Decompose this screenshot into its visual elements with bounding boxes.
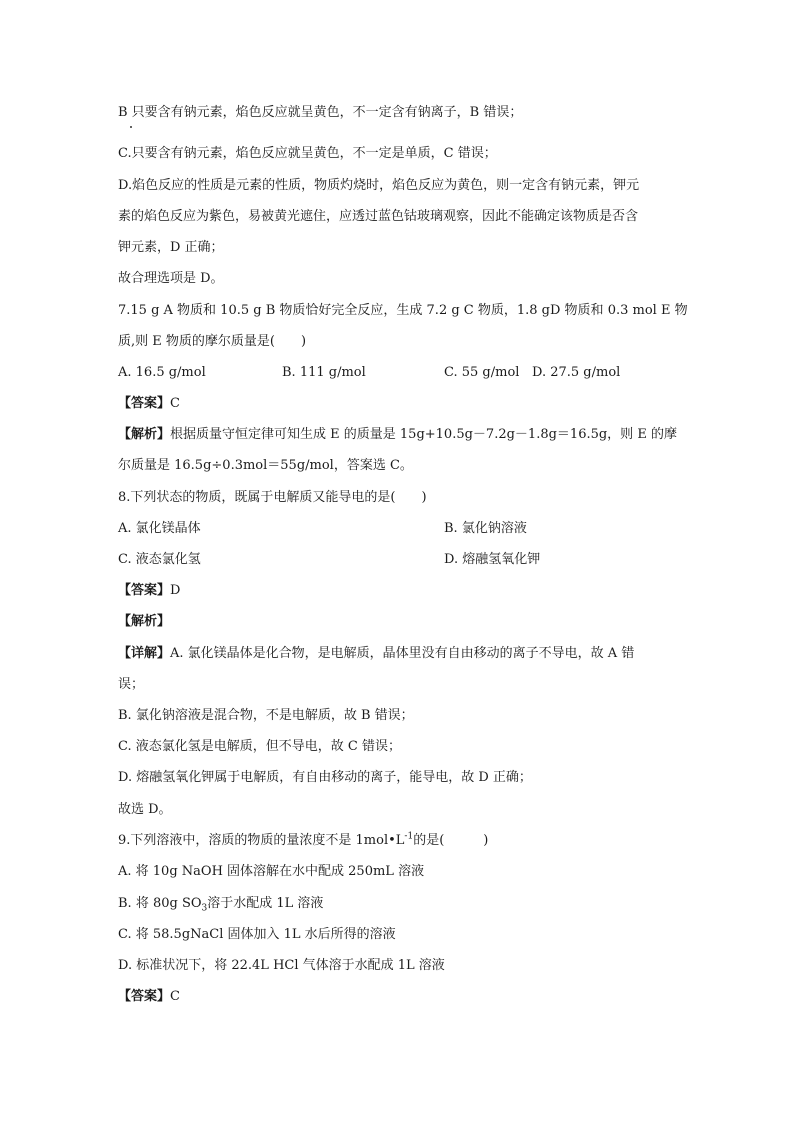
question-8-detail: B. 氯化钠溶液是混合物，不是电解质，故 B 错误；	[118, 708, 414, 723]
detail-tag: 【详解】	[118, 646, 171, 661]
question-7-option-a: A. 16.5 g/mol	[118, 365, 206, 380]
answer-value: C	[170, 989, 180, 1004]
option-text: 溶于水配成 1L 溶液	[207, 896, 324, 911]
question-9-option-d: D. 标准状况下，将 22.4L HCl 气体溶于水配成 1L 溶液	[118, 958, 445, 973]
answer-value: C	[170, 396, 180, 411]
text-line: C.只要含有钠元素，焰色反应就呈黄色，不一定是单质，C 错误；	[118, 146, 497, 161]
question-8-stem: 8.下列状态的物质，既属于电解质又能导电的是( )	[118, 490, 427, 505]
analysis-text: 根据质量守恒定律可知生成 E 的质量是 15g+10.5g－7.2g－1.8g＝16.5g，则 E 的摩	[170, 427, 677, 442]
text-line: D.焰色反应的性质是元素的性质，物质灼烧时，焰色反应为黄色，则一定含有钠元素，钾元	[118, 178, 640, 193]
detail-text: A. 氯化镁晶体是化合物，是电解质，晶体里没有自由移动的离子不导电，故 A 错	[170, 646, 635, 661]
answer-value: D	[170, 583, 181, 598]
question-7-stem: 7.15 g A 物质和 10.5 g B 物质恰好完全反应，生成 7.2 g C 物质，1.8 gD 物质和 0.3 mol E 物	[118, 303, 688, 318]
question-9-option-b	[118, 895, 323, 913]
question-7-stem: 质,则 E 物质的摩尔质量是( )	[118, 334, 307, 349]
question-9-option-a: A. 将 10g NaOH 固体溶解在水中配成 250mL 溶液	[118, 864, 425, 879]
question-8-option-a: A. 氯化镁晶体	[118, 521, 201, 536]
question-9-option-c: C. 将 58.5gNaCl 固体加入 1L 水后所得的溶液	[118, 927, 396, 942]
question-7-analysis	[118, 426, 677, 444]
question-8-detail: D. 熔融氢氧化钾属于电解质，有自由移动的离子，能导电，故 D 正确；	[118, 770, 532, 785]
question-9-stem	[118, 832, 488, 850]
stem-text: 9.下列溶液中，溶质的物质的量浓度不是 1mol•L	[118, 833, 405, 848]
question-7-option-b: B. 111 g/mol	[282, 365, 366, 380]
question-8-answer	[118, 582, 180, 600]
text-line: 故合理选项是 D。	[118, 271, 224, 286]
option-text: B. 将 80g SO	[118, 896, 202, 911]
question-8-option-d: D. 熔融氢氧化钾	[444, 552, 541, 567]
text-line: 素的焰色反应为紫色，易被黄光遮住，应透过蓝色钴玻璃观察，因此不能确定该物质是否含	[118, 209, 639, 224]
question-9-answer	[118, 988, 180, 1006]
question-8-detail	[118, 645, 634, 663]
analysis-tag: 【解析】	[118, 427, 171, 442]
question-8-detail: 故选 D。	[118, 802, 172, 817]
question-8-analysis-tag: 【解析】	[118, 614, 171, 629]
text-line: B 只要含有钠元素，焰色反应就呈黄色，不一定含有钠离子，B 错误；	[118, 105, 523, 120]
question-8-option-b: B. 氯化钠溶液	[444, 521, 527, 536]
stray-dot	[130, 126, 132, 128]
question-8-option-c: C. 液态氯化氢	[118, 552, 201, 567]
answer-tag: 【答案】	[118, 396, 171, 411]
question-8-detail: 误；	[118, 677, 145, 692]
answer-tag: 【答案】	[118, 583, 171, 598]
answer-tag: 【答案】	[118, 989, 171, 1004]
subscript: 3	[201, 903, 208, 914]
text-line: 钾元素，D 正确；	[118, 240, 224, 255]
question-7-option-c: C. 55 g/mol	[444, 365, 520, 380]
question-8-detail: C. 液态氯化氢是电解质，但不导电，故 C 错误；	[118, 739, 401, 754]
superscript: -1	[404, 831, 414, 842]
question-7-analysis: 尔质量是 16.5g÷0.3mol＝55g/mol，答案选 C。	[118, 458, 413, 473]
question-7-answer	[118, 395, 180, 413]
stem-text: 的是( )	[413, 833, 489, 848]
question-7-option-d: D. 27.5 g/mol	[532, 365, 621, 380]
